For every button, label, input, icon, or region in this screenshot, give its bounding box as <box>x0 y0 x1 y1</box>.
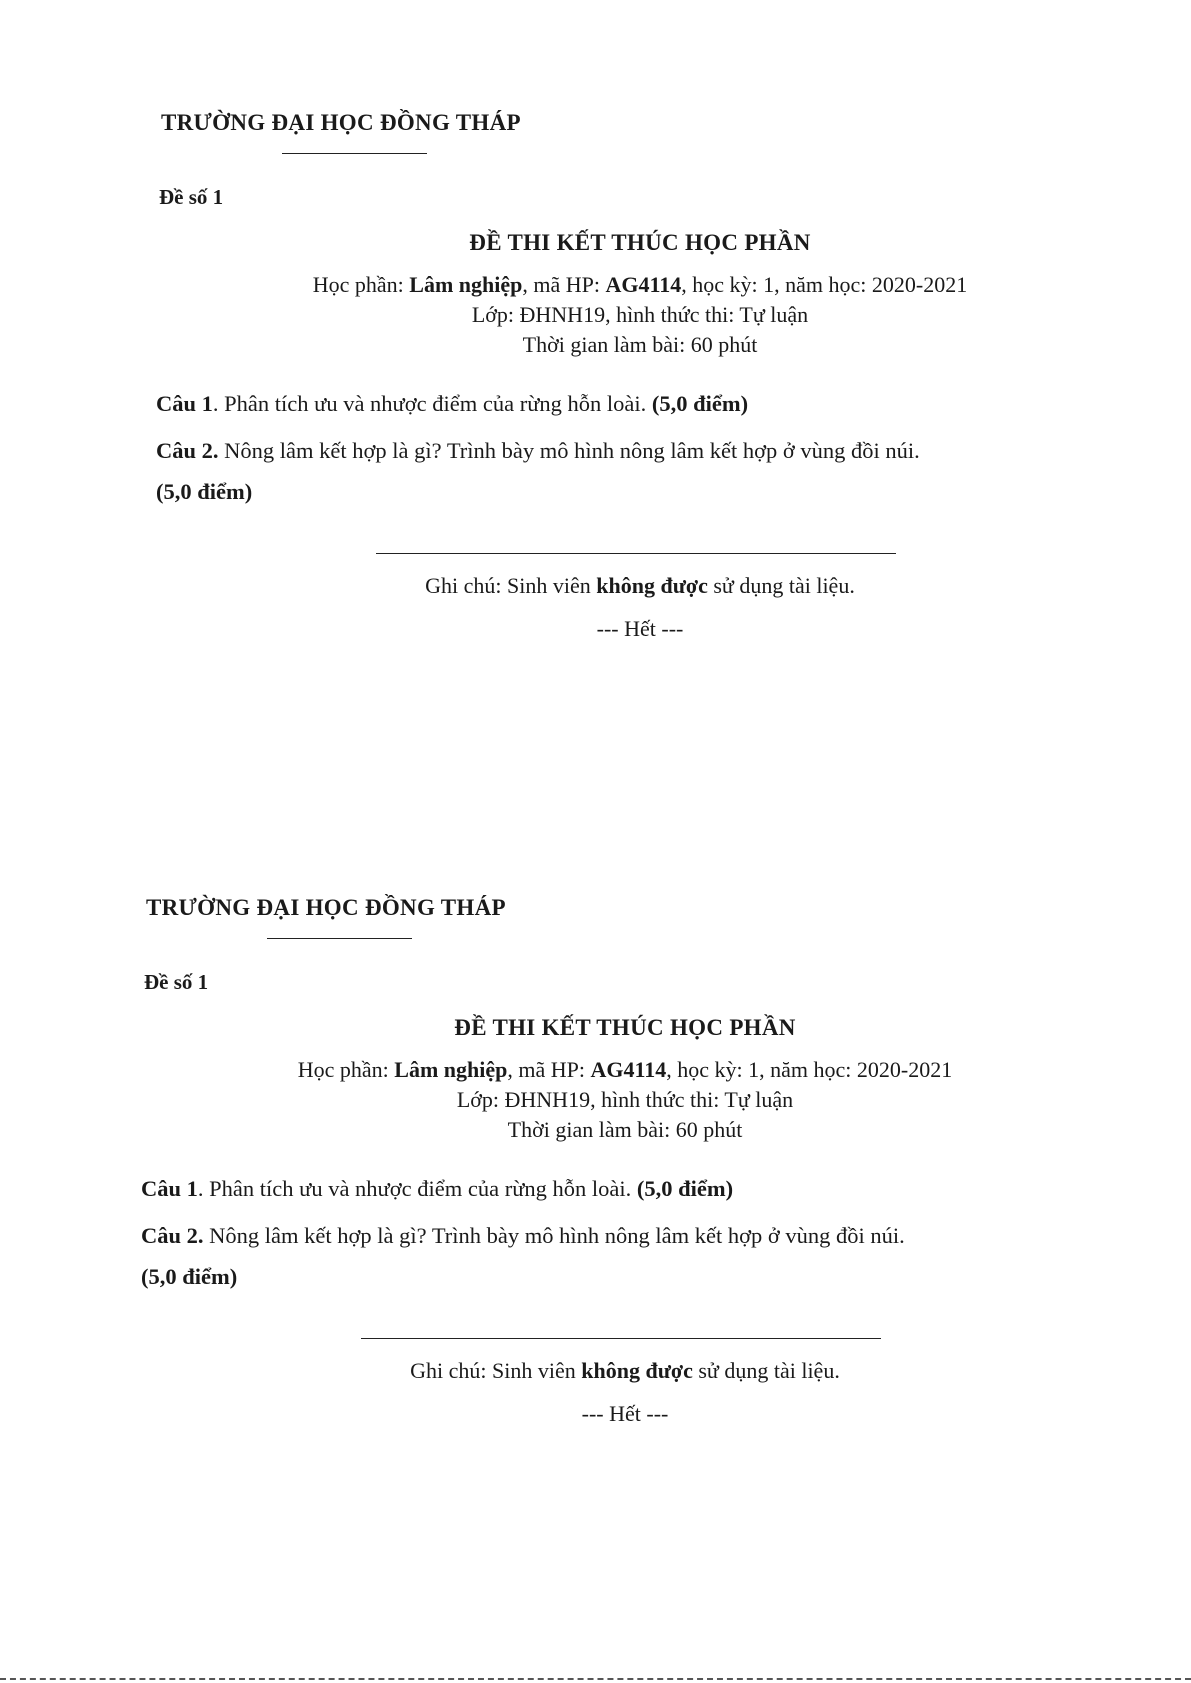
school-name: TRƯỜNG ĐẠI HỌC ĐỒNG THÁP <box>146 895 506 920</box>
question-2-points: (5,0 điểm) <box>156 479 253 504</box>
note-suffix: sử dụng tài liệu. <box>692 1358 840 1383</box>
course-term: , học kỳ: 1, năm học: 2020-2021 <box>666 1057 953 1082</box>
note-prefix: Ghi chú: Sinh viên <box>425 573 597 598</box>
exam-number: Đề số 1 <box>144 970 209 994</box>
course-prefix: Học phần: <box>297 1057 395 1082</box>
course-name: Lâm nghiệp <box>409 272 523 297</box>
course-code-prefix: , mã HP: <box>507 1057 591 1082</box>
note-emphasis: không được <box>596 573 708 598</box>
question-2-label: Câu 2. <box>141 1223 204 1248</box>
question-1-points: (5,0 điểm) <box>636 1176 734 1201</box>
question-2 <box>156 438 920 464</box>
question-1-text: . Phân tích ưu và nhược điểm của rừng hỗn loài. <box>212 391 652 416</box>
note-prefix: Ghi chú: Sinh viên <box>410 1358 582 1383</box>
question-2 <box>141 1223 905 1249</box>
school-underline <box>267 938 412 939</box>
question-1-label: Câu 1 <box>156 391 213 416</box>
end-marker: --- Hết --- <box>596 616 684 641</box>
note-line <box>125 1358 1125 1384</box>
class-line: Lớp: ĐHNH19, hình thức thi: Tự luận <box>471 302 809 327</box>
school-underline <box>282 153 427 154</box>
course-code-prefix: , mã HP: <box>522 272 606 297</box>
class-line: Lớp: ĐHNH19, hình thức thi: Tự luận <box>456 1087 794 1112</box>
school-name: TRƯỜNG ĐẠI HỌC ĐỒNG THÁP <box>161 110 521 135</box>
footer-divider <box>361 1338 881 1339</box>
question-1 <box>141 1176 733 1202</box>
course-name: Lâm nghiệp <box>394 1057 508 1082</box>
question-2-text: Nông lâm kết hợp là gì? Trình bày mô hình nông lâm kết hợp ở vùng đồi núi. <box>203 1223 905 1248</box>
exam-title: ĐỀ THI KẾT THÚC HỌC PHẦN <box>469 230 811 255</box>
course-code: AG4114 <box>590 1057 667 1082</box>
course-line <box>140 272 1140 298</box>
course-code: AG4114 <box>605 272 682 297</box>
course-term: , học kỳ: 1, năm học: 2020-2021 <box>681 272 968 297</box>
end-marker: --- Hết --- <box>581 1401 669 1426</box>
exam-sheet-2 <box>0 785 1176 1545</box>
note-line <box>140 573 1140 599</box>
question-1-label: Câu 1 <box>141 1176 198 1201</box>
question-2-points: (5,0 điểm) <box>141 1264 238 1289</box>
question-1-text: . Phân tích ưu và nhược điểm của rừng hỗn loài. <box>197 1176 637 1201</box>
exam-title: ĐỀ THI KẾT THÚC HỌC PHẦN <box>454 1015 796 1040</box>
question-1 <box>156 391 748 417</box>
question-2-label: Câu 2. <box>156 438 219 463</box>
note-emphasis: không được <box>581 1358 693 1383</box>
exam-number: Đề số 1 <box>159 185 224 209</box>
course-prefix: Học phần: <box>312 272 410 297</box>
question-2-text: Nông lâm kết hợp là gì? Trình bày mô hình nông lâm kết hợp ở vùng đồi núi. <box>218 438 920 463</box>
note-suffix: sử dụng tài liệu. <box>707 573 855 598</box>
time-line: Thời gian làm bài: 60 phút <box>507 1117 743 1142</box>
page-bottom-edge <box>0 1678 1191 1680</box>
time-line: Thời gian làm bài: 60 phút <box>522 332 758 357</box>
exam-sheet-1 <box>0 0 1191 760</box>
question-1-points: (5,0 điểm) <box>651 391 749 416</box>
footer-divider <box>376 553 896 554</box>
course-line <box>125 1057 1125 1083</box>
